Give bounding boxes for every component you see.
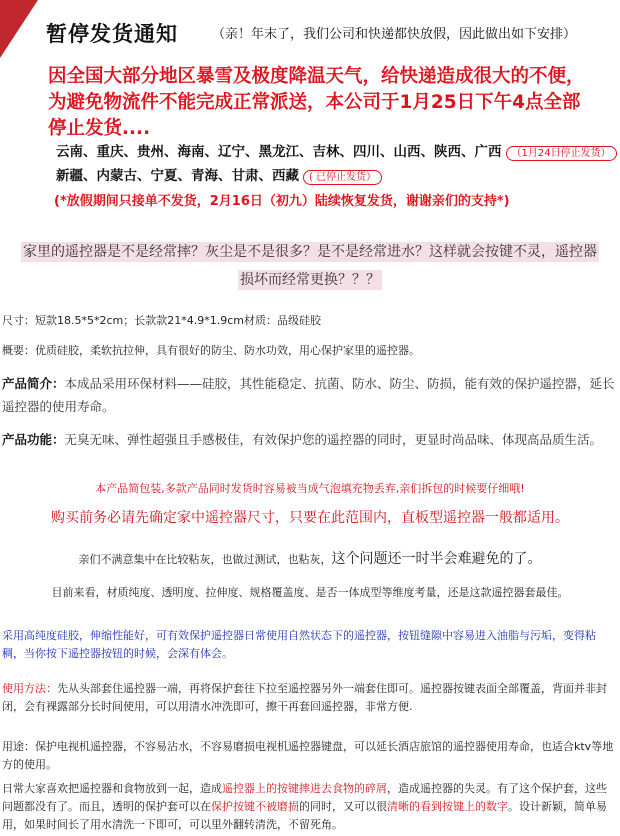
stop-date-badge: （1月24日停止发货） bbox=[506, 146, 617, 161]
daily-text-3: 的同时，又可以很 bbox=[299, 800, 387, 813]
daily-highlight-2: 保护按键不被磨损 bbox=[211, 800, 299, 813]
usage-label: 使用方法： bbox=[2, 682, 57, 695]
regions-list: 新疆、内蒙古、宁夏、青海、甘肃、西藏 bbox=[56, 168, 299, 184]
shipping-notice bbox=[0, 0, 620, 222]
question-banner bbox=[0, 238, 620, 294]
sticky-note-big: 这个问题还一时半会难避免的了。 bbox=[331, 551, 542, 567]
banner-line-1: 家里的遥控器是不是经常摔？灰尘是不是很多？是不是经常进水？这样就会按键不灵，遥控器 bbox=[23, 244, 597, 260]
function-text: 无臭无味、弹性超强且手感极佳，有效保护您的遥控器的同时，更显时尚品味、体现高品质生活。 bbox=[64, 432, 603, 447]
notice-main-text: 因全国大部分地区暴雪及极度降温天气，给快递造成很大的不便，为避免物流件不能完成正常派送，本公司于1月25日下午4点全部停止发货.... bbox=[48, 66, 585, 139]
daily-text-4: 。设计新颖，简单易用，如果时间长了用水清洗一下即可，可以里外翻转清洗，不留死角。 bbox=[2, 800, 607, 831]
usage-text: 先从头部套住遥控器一端，再将保护套往下拉至遥控器另外一端套住即可。遥控器按键表面全部覆盖，背面并非封闭，会有裸露部分长时间使用，可以用清水冲洗即可，擦干再套回遥控器，非常方便. bbox=[2, 682, 607, 713]
daily-highlight-3: 清晰的看到按键上的数字 bbox=[387, 800, 508, 813]
product-function bbox=[2, 428, 616, 451]
stopped-badge: ( 已停止发货） bbox=[303, 170, 382, 185]
size-spec: 尺寸：短款18.5*5*2cm；长款款21*4.9*1.9cm材质：品级硅胶 bbox=[2, 314, 321, 327]
notice-footer: (*放假期间只接单不发货，2月16日（初九）陆续恢复发货，谢谢亲们的支持*) bbox=[54, 194, 510, 209]
packaging-note: 本产品简包装,多款产品同时发货时容易被当成气泡填充物丢弃,亲们拆包的时候要仔细哦! bbox=[95, 482, 525, 495]
notice-corner-decoration bbox=[0, 0, 38, 58]
daily-highlight-1: 遥控器上的按键摔进去食物的碎屑 bbox=[222, 782, 387, 795]
daily-text-1: 日常大家喜欢把遥控器和食物放到一起，造成 bbox=[2, 782, 222, 795]
function-label: 产品功能： bbox=[2, 432, 65, 447]
overview-text: 概要：优质硅胶，柔软抗拉伸，具有很好的防尘、防水功效，用心保护家里的遥控器。 bbox=[2, 344, 420, 357]
purpose-paragraph: 用途：保护电视机遥控器，不容易沾水，不容易磨损电视机遥控器键盘，可以延长酒店旅馆的遥控器使用寿命，也适合ktv等地方的使用。 bbox=[2, 740, 614, 771]
regions-list: 云南、重庆、贵州、海南、辽宁、黑龙江、吉林、四川、山西、陕西、广西 bbox=[56, 144, 502, 160]
notice-regions-line1 bbox=[56, 140, 617, 160]
daily-paragraph bbox=[2, 780, 616, 834]
banner-line-2: 损坏而经常更换？？？ bbox=[240, 272, 380, 288]
current-note: 目前来看，材质纯度、透明度、拉伸度、规格覆盖度、是否一体成型等维度考量，还是这款遥控器套最佳。 bbox=[51, 586, 569, 599]
usage-paragraph bbox=[2, 680, 616, 716]
daily-text-2: ，造成遥控器的失灵。有了这个保护套，这些问题都没有了。而且，透明的保护套可以在 bbox=[2, 782, 607, 813]
purchase-note: 购买前务必请先确定家中遥控器尺寸，只要在此范围内，直板型遥控器一般都适用。 bbox=[51, 510, 569, 526]
intro-text: 本成品采用环保材料——硅胶，其性能稳定、抗菌、防水、防尘、防损，能有效的保护遥控器，延长遥控器的使用寿命。 bbox=[2, 376, 615, 414]
notice-title: 暂停发货通知 bbox=[46, 22, 178, 46]
intro-label: 产品简介： bbox=[2, 376, 65, 391]
product-intro bbox=[2, 372, 616, 418]
notice-regions-line2 bbox=[56, 164, 382, 184]
blue-feature-paragraph: 采用高纯度硅胶，伸缩性能好，可有效保护遥控器日常使用自然状态下的遥控器，按钮缝隙中容易进入油脂与污垢，变得粘稠，当你按下遥控器按钮的时候，会深有体会。 bbox=[2, 629, 596, 660]
sticky-note-small: 亲们不满意集中在比较粘灰，也做过测试，也粘灰， bbox=[78, 553, 332, 566]
sticky-note bbox=[0, 550, 620, 569]
notice-subtitle: （亲！年末了，我们公司和快递都快放假，因此做出如下安排） bbox=[212, 27, 577, 42]
